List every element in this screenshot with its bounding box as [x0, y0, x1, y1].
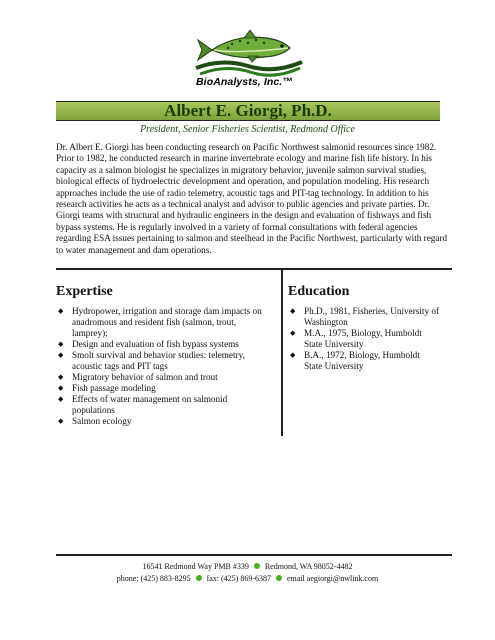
footer-phone: phone: (425) 883-8295 [116, 574, 191, 583]
education-list [290, 306, 440, 372]
footer-divider [56, 554, 452, 556]
footer-email[interactable]: email aegiorgi@nwlink.com [287, 574, 379, 583]
bullet-dot-icon [276, 575, 282, 581]
footer-city: Redmond, WA 98052-4482 [264, 562, 353, 571]
education-item: ◆ B.A., 1972, Biology, Humboldt State University [290, 350, 440, 372]
column-divider [281, 268, 283, 436]
expertise-item: ◆ Smolt survival and behavior studies: telemetry, acoustic tags and PIT tags [58, 350, 272, 372]
expertise-item: ◆ Effects of water management on salmonid populations [58, 394, 272, 416]
bullet-dot-icon [254, 563, 260, 569]
footer-fax: fax: (425) 869-6387 [206, 574, 271, 583]
expertise-heading: Expertise [56, 284, 113, 299]
expertise-item: ◆ Design and evaluation of fish bypass systems [58, 339, 272, 350]
section-divider-top [56, 268, 452, 270]
company-name: BioAnalysts, Inc.™ [196, 76, 293, 88]
bio-paragraph: Dr. Albert E. Giorgi has been conducting research on Pacific Northwest salmonid resources since 1982. Prior to 1982, he conducted research in marine invertebrate ecology and marine fish life history. In his capacity as a salmon biologist he specializes in migratory behavior, juvenile salmon survival studies, biological effects of hydroelectric development and operation, and population modeling. His research approaches include the use of radio telemetry, acoustic tags and PIT-tag technology. In addition to his research activities he acts as a technical analyst and advisor to public agencies and private parties. Dr. Giorgi teams with structural and hydraulic engineers in the design and evaluation of fishways and fish bypass systems. He is regularly involved in a variety of formal consultations with federal agencies regarding ESA issues pertaining to salmon and steelhead in the Pacific Northwest, particularly with regard to water management and dam operations. [56, 142, 448, 255]
footer-contact-line [0, 574, 495, 583]
job-title: President, Senior Fisheries Scientist, Redmond Office [140, 124, 355, 135]
education-item: ◆ M.A., 1975, Biology, Humboldt State University [290, 328, 440, 350]
education-heading: Education [288, 284, 350, 299]
expertise-item: ◆ Hydropower, irrigation and storage dam impacts on anadromous and resident fish (salmon, trout, lamprey); [58, 306, 272, 339]
name-banner [56, 101, 440, 121]
expertise-list [58, 306, 272, 427]
expertise-item: ◆ Migratory behavior of salmon and trout [58, 372, 272, 383]
fish-logo-icon [192, 28, 304, 78]
footer-address-line [0, 562, 495, 571]
footer-address: 16541 Redmond Way PMB #339 [142, 562, 249, 571]
page-title: Albert E. Giorgi, Ph.D. [164, 101, 332, 120]
expertise-item: ◆ Salmon ecology [58, 416, 272, 427]
education-item: ◆ Ph.D., 1981, Fisheries, University of Washington [290, 306, 440, 328]
expertise-item: ◆ Fish passage modeling [58, 383, 272, 394]
bullet-dot-icon [196, 575, 202, 581]
